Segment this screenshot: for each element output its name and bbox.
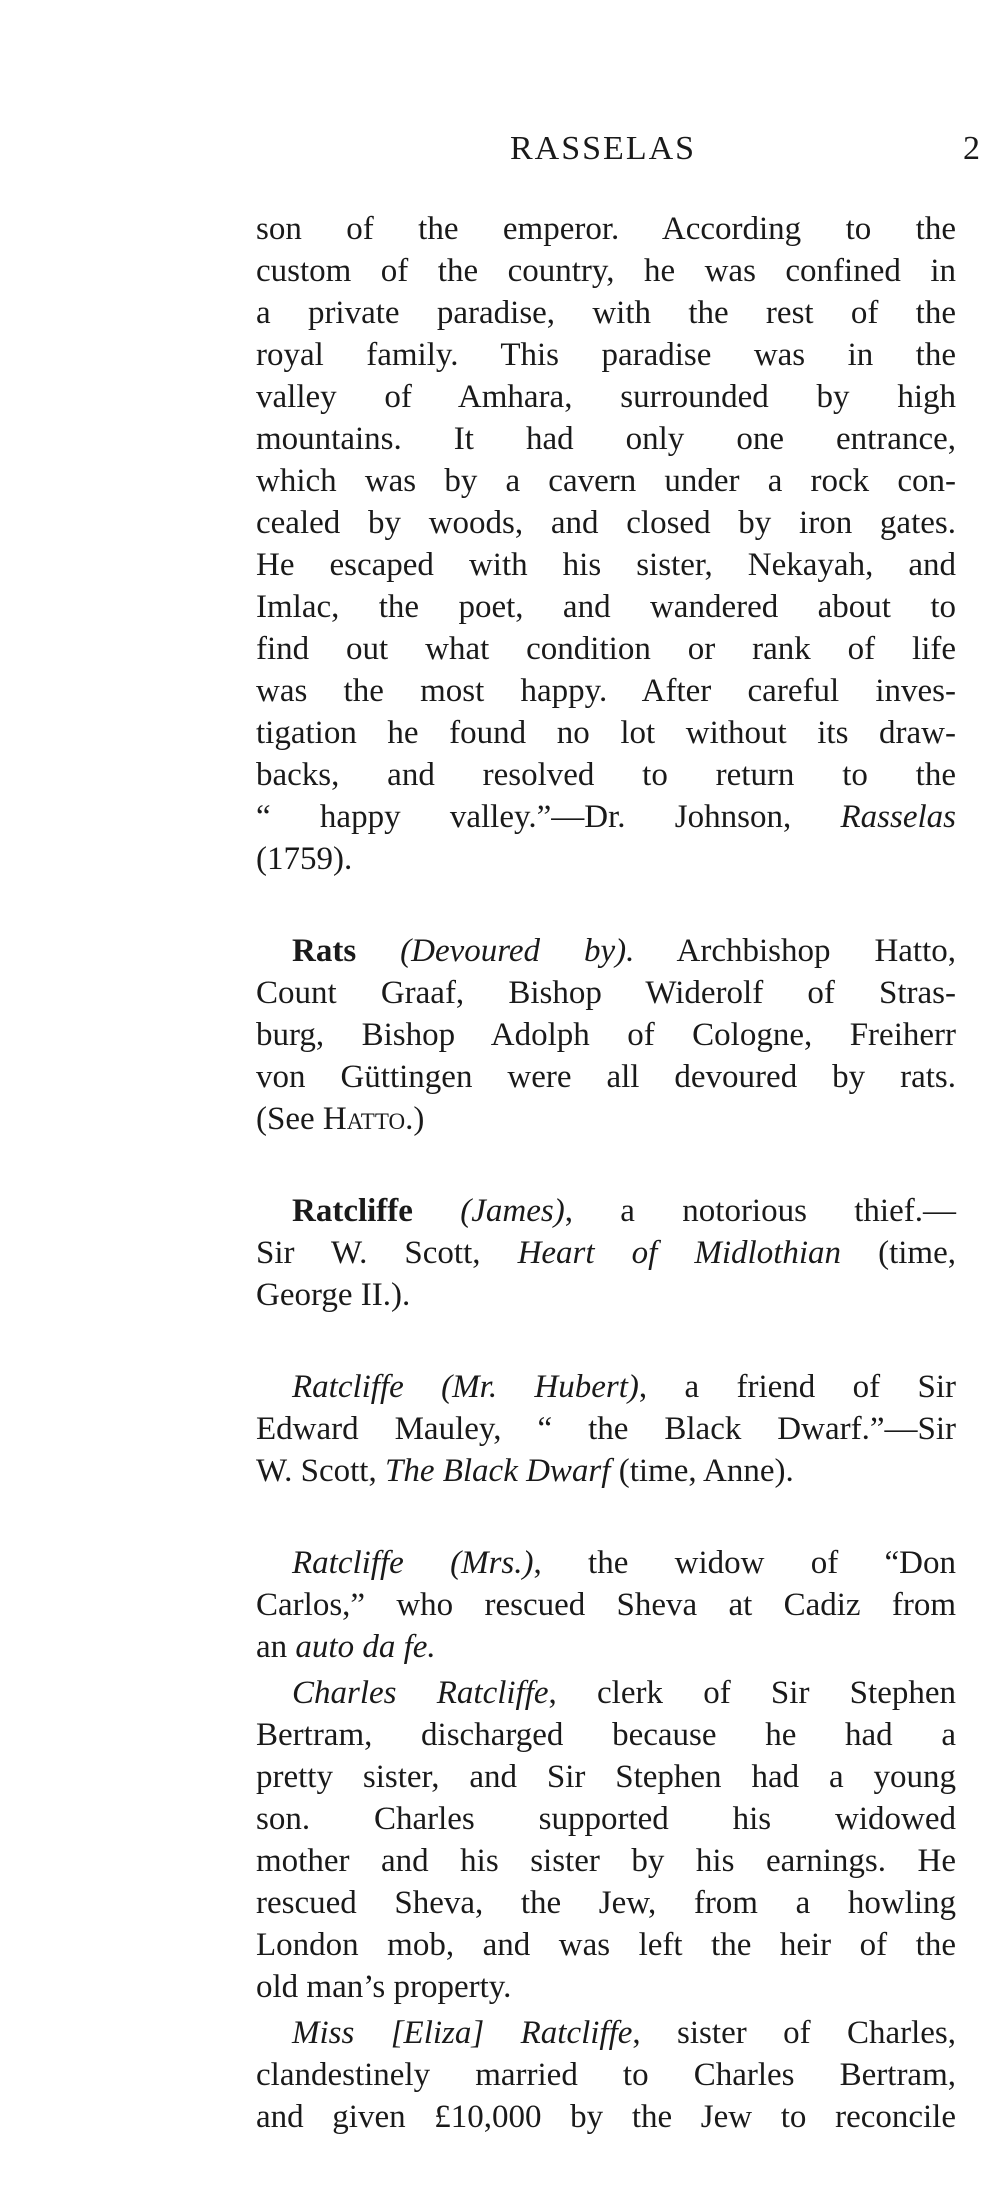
entry-ratcliffe-hubert [256,1366,956,1492]
subentry-bracket: [Eliza] [390,2015,485,2051]
work-title: Rasselas [840,799,956,835]
subentry-title: Miss [292,2015,355,2051]
foreign-phrase: auto da fe. [295,1629,436,1665]
dictionary-text [256,208,956,2138]
text-segment: , a friend of Sir [638,1369,956,1405]
subentry-name: Ratcliffe [520,2015,633,2051]
qualifier: (James) [460,1193,565,1229]
text-line: royal family. This paradise was in the [256,337,956,373]
text-line: old man’s property. [256,1969,512,2005]
text-line: Imlac, the poet, and wandered about to [256,589,956,625]
running-title: RASSELAS [510,130,697,167]
entry-gap [256,1316,956,1366]
text-segment: Archbishop Hatto, [634,933,957,969]
text-line: von Güttingen were all devoured by rats. [256,1059,956,1095]
work-title: The Black Dwarf [384,1453,611,1489]
entry-gap [256,880,956,930]
text-line: find out what condition or rank of life [256,631,956,667]
text-line [256,1450,956,1492]
text-line: Carlos,” who rescued Sheva at Cadiz from [256,1587,956,1623]
text-line: custom of the country, he was confined in [256,253,956,289]
text-line: was the most happy. After careful inves- [256,673,956,709]
text-line [256,1626,956,1668]
headword: Ratcliffe [292,1369,404,1405]
text-segment: Sir W. Scott, [256,1235,518,1271]
text-line: son of the emperor. According to the [256,211,956,247]
text-segment: , clerk of Sir Stephen [548,1675,956,1711]
text-segment: , sister of Charles, [632,2015,956,2051]
entry-charles-ratcliffe [256,1672,956,2008]
entry-rats [256,930,956,1140]
qualifier: (Devoured by). [400,933,635,969]
subentry-name: Charles Ratcliffe [292,1675,549,1711]
headword: Ratcliffe [292,1193,413,1229]
text-line [256,796,956,838]
entry-gap [256,1140,956,1190]
text-line [256,1190,956,1232]
text-line: and given £10,000 by the Jew to reconcile [256,2099,956,2135]
text-line [256,2012,956,2054]
text-segment: (See [256,1101,323,1137]
text-line: mountains. It had only one entrance, [256,421,956,457]
text-segment: “ happy valley.”—Dr. Johnson, [256,799,841,835]
running-head [260,130,980,174]
cross-reference: Hatto [322,1101,406,1137]
text-line: Bertram, discharged because he had a [256,1717,956,1753]
text-line [256,1672,956,1714]
headword: Ratcliffe [292,1545,404,1581]
text-line: burg, Bishop Adolph of Cologne, Freiherr [256,1017,956,1053]
text-line: rescued Sheva, the Jew, from a howling [256,1885,956,1921]
text-line [256,1542,956,1584]
text-line: a private paradise, with the rest of the [256,295,956,331]
text-line: Count Graaf, Bishop Widerolf of Stras- [256,975,956,1011]
qualifier: (Mrs.) [450,1545,534,1581]
text-line [256,930,956,972]
text-segment: , the widow of “Don [533,1545,957,1581]
entry-eliza-ratcliffe [256,2012,956,2138]
entry-gap [256,1492,956,1542]
text-line: London mob, and was left the heir of the [256,1927,956,1963]
headword: Rats [292,933,357,969]
text-line: valley of Amhara, surrounded by high [256,379,956,415]
text-line: tigation he found no lot without its draw- [256,715,956,751]
qualifier: (Mr. Hubert) [441,1369,639,1405]
text-line: backs, and resolved to return to the [256,757,956,793]
text-line: pretty sister, and Sir Stephen had a young [256,1759,956,1795]
text-line: George II.). [256,1277,411,1313]
entry-rasselas-continuation [256,208,956,880]
text-segment: (time, Anne). [610,1453,794,1489]
text-line [256,1232,956,1274]
work-title: Heart of Midlothian [517,1235,842,1271]
text-line: son. Charles supported his widowed [256,1801,956,1837]
text-line: which was by a cavern under a rock con- [256,463,956,499]
text-line [256,1098,956,1140]
entry-ratcliffe-mrs [256,1542,956,1668]
text-line: cealed by woods, and closed by iron gates. [256,505,956,541]
text-segment: an [256,1629,296,1665]
page-number: 2 [963,130,980,167]
text-segment: , a notorious thief.— [564,1193,956,1229]
text-line: Edward Mauley, “ the Black Dwarf.”—Sir [256,1411,956,1447]
text-line: mother and his sister by his earnings. He [256,1843,956,1879]
text-segment: W. Scott, [256,1453,385,1489]
text-line: (1759). [256,841,353,877]
text-line [256,1366,956,1408]
text-segment: .) [405,1101,425,1137]
text-segment: (time, [841,1235,956,1271]
text-line: He escaped with his sister, Nekayah, and [256,547,956,583]
entry-ratcliffe-james [256,1190,956,1316]
text-line: clandestinely married to Charles Bertram, [256,2057,956,2093]
